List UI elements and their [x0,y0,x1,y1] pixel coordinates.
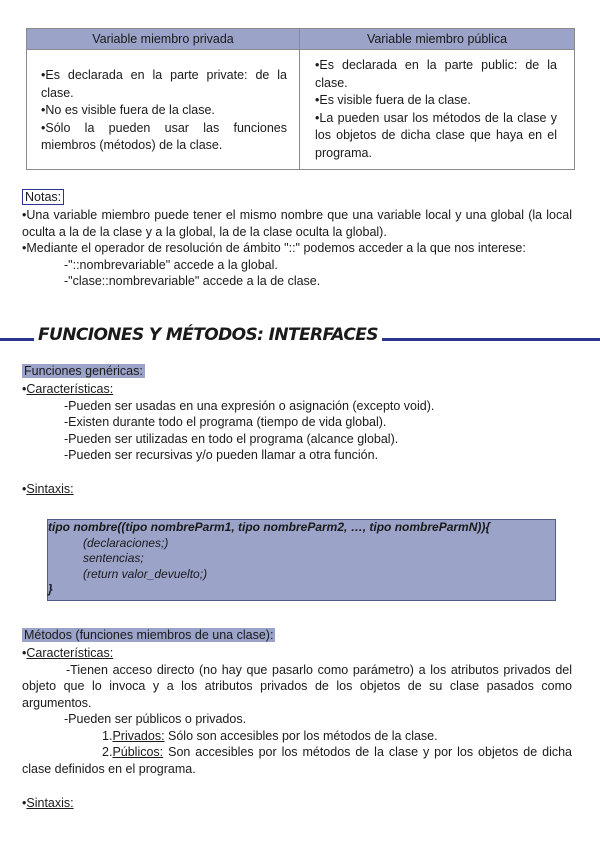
notes-label: Notas: [22,189,64,205]
note-line: •Una variable miembro puede tener el mismo nombre que una variable local y una global (la local oculta a la de la clase y a la global, la de la clase oculta la global). [22,208,572,239]
table-divider [299,29,300,169]
priv-label: Privados: [112,728,165,743]
methods-caract-block [22,645,572,777]
comparison-table [26,28,575,170]
methods-line: -Tienen acceso directo (no hay que pasarlo como parámetro) a los atributos privados del objeto que lo invoca y a los atributos privados de los objetos de su clase pasados como argumentos. [22,662,572,710]
table-header-private: Variable miembro privada [27,29,300,50]
priv-text: Sólo son accesibles por los métodos de la clase. [164,728,438,743]
table-cell-private [41,67,287,155]
notes-label-wrap [22,190,64,204]
code-line: } [48,582,53,596]
methods-heading-wrap [22,628,275,642]
priv-num: 1. [102,728,113,743]
public-item: •La pueden usar los métodos de la clase y los objetos de dicha clase que haya en el programa. [315,110,557,160]
methods-syntax-label: Sintaxis: [26,796,74,810]
notes-body [22,207,572,290]
pub-label: Públicos: [112,745,164,759]
private-item: •Sólo la pueden usar las funciones miembros (métodos) de la clase. [41,120,287,152]
bullet: • [22,382,27,396]
methods-syntax-label-wrap [22,795,74,812]
generic-heading-wrap [22,364,145,378]
bullet: • [22,646,27,660]
generic-caract-item: -Pueden ser utilizadas en todo el programa (alcance global). [64,431,399,446]
generic-caract-block [22,381,572,464]
title-rule-left [0,338,36,341]
private-item: •No es visible fuera de la clase. [41,103,215,117]
generic-caract-item: -Pueden ser usadas en una expresión o asignación (excepto void). [64,398,435,413]
note-sub: -"clase::nombrevariable" accede a la de clase. [64,274,321,288]
bullet: • [22,482,27,496]
public-item: •Es visible fuera de la clase. [315,93,471,107]
pub-text: Son accesibles por los métodos de la clase y por los objetos de dicha clase definidos en el programa. [22,745,572,776]
bullet: • [22,796,27,810]
generic-caract-item: -Pueden ser recursivas y/o pueden llamar a otra función. [64,448,379,462]
section-title-bar [0,322,600,356]
table-header-public: Variable miembro pública [300,29,574,50]
note-sub: -"::nombrevariable" accede a la global. [64,257,278,272]
code-line: tipo nombre((tipo nombreParm1, tipo nombreParm2, …, tipo nombreParmN)){ [48,520,491,534]
generic-caract-label: Características: [26,382,114,396]
generic-caract-item: -Existen durante todo el programa (tiempo de vida global). [64,415,387,429]
syntax-code-box [47,519,556,601]
public-item: •Es declarada en la parte public: de la clase. [315,58,557,90]
generic-syntax-label-wrap [22,481,74,498]
generic-syntax-label: Sintaxis: [26,482,74,496]
private-item: •Es declarada en la parte private: de la clase. [41,68,287,100]
methods-caract-label: Características: [26,646,114,660]
code-line: (return valor_devuelto;) [83,566,208,581]
code-line: sentencias; [83,551,144,565]
section-title: FUNCIONES Y MÉTODOS: INTERFACES [34,325,382,345]
note-line: •Mediante el operador de resolución de ámbito "::" podemos acceder a la que nos interese: [22,241,526,255]
table-cell-public [315,57,557,162]
generic-heading: Funciones genéricas: [24,364,143,378]
methods-line: -Pueden ser públicos o privados. [64,712,247,726]
code-line: (declaraciones;) [83,535,169,550]
pub-num: 2. [102,745,113,759]
methods-heading: Métodos (funciones miembros de una clase): [24,628,274,642]
